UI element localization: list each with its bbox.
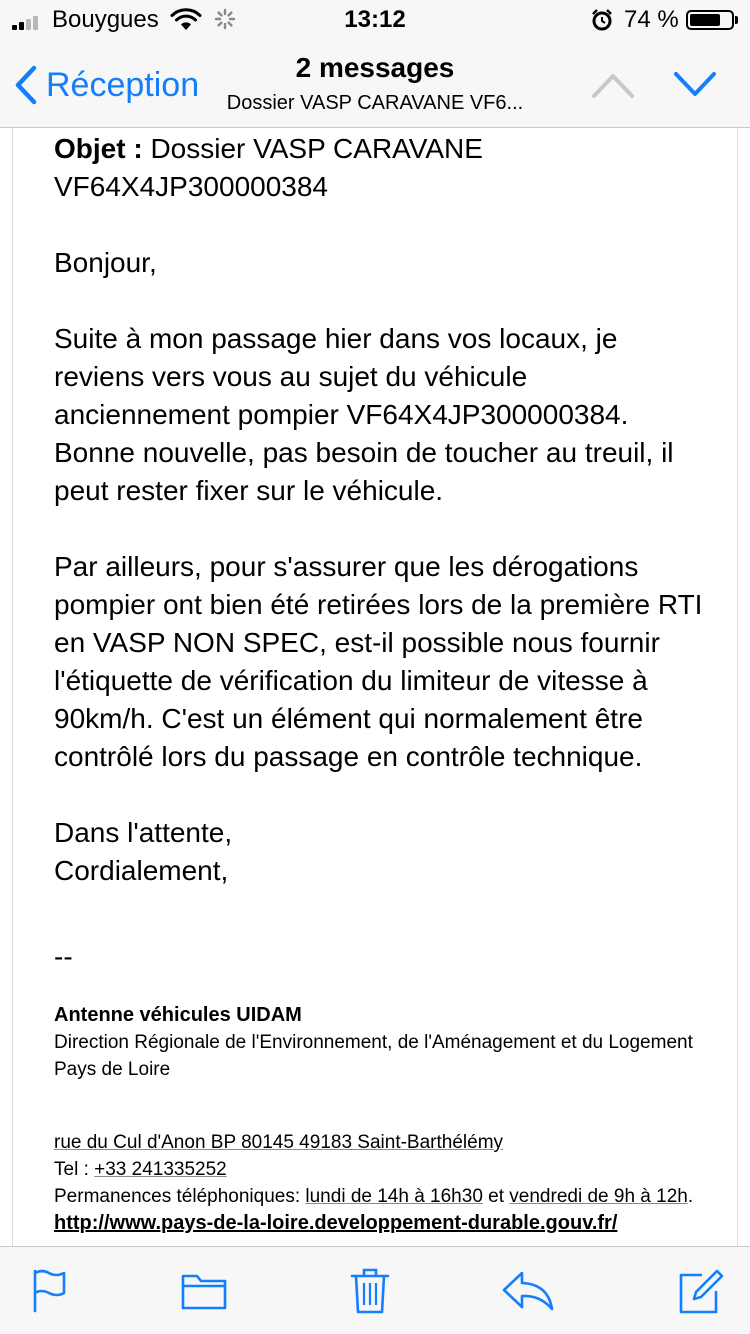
status-bar [0,0,750,40]
email-closing-1: Dans l'attente, [54,817,233,848]
battery-icon [686,10,734,30]
phone-link[interactable]: +33 241335252 [94,1159,227,1180]
signature-name: Antenne véhicules UIDAM [54,1004,302,1026]
back-label: Réception [46,65,200,104]
carrier-name: Bouygues [52,6,159,33]
subject-label: Objet : [54,133,143,164]
next-message-chevron-down-icon[interactable] [672,64,718,104]
permanences-label: Permanences téléphoniques: [54,1186,306,1207]
battery-percentage: 74 % [624,6,679,33]
navigation-bar [0,40,750,128]
message-body-view[interactable] [0,128,750,1246]
email-body [54,130,704,1237]
reply-icon[interactable] [500,1267,556,1313]
signature-address-link[interactable]: rue du Cul d'Anon BP 80145 49183 Saint-Barthélémy [54,1132,504,1153]
subject-value: Dossier VASP CARAVANE VF64X4JP300000384 [54,133,483,202]
signature-organization: Direction Régionale de l'Environnement, de l'Aménagement et du Logement Pays de Loire [54,1032,693,1080]
trash-icon[interactable] [350,1267,390,1315]
clock-time: 13:12 [344,6,406,33]
content-edge-right [737,128,738,1246]
tel-label: Tel : [54,1159,95,1180]
bottom-toolbar [0,1246,750,1334]
alarm-clock-icon [590,8,614,32]
email-closing-2: Cordialement, [54,855,229,886]
back-button[interactable] [14,62,199,108]
page-title: 2 messages [295,52,455,83]
chevron-left-icon [14,65,38,105]
signature-separator: -- [54,941,73,972]
permanences-end: . [687,1186,694,1207]
folder-icon[interactable] [180,1267,228,1313]
content-edge-left [12,128,13,1246]
compose-icon[interactable] [678,1267,724,1315]
permanence-monday-link[interactable]: lundi de 14h à 16h30 [305,1186,483,1207]
email-signature [54,1002,704,1237]
permanences-and: et [482,1186,510,1207]
battery-level-fill [690,14,720,26]
page-subtitle: Dossier VASP CARAVANE VF6... [226,92,524,114]
email-greeting: Bonjour, [54,247,157,278]
battery-tip [735,16,738,24]
website-link[interactable]: http://www.pays-de-la-loire.developpement-durable.gouv.fr/ [54,1212,618,1234]
previous-message-chevron-up-icon[interactable] [590,64,636,104]
permanence-friday-link[interactable]: vendredi de 9h à 12h [509,1186,688,1207]
email-subject [54,130,704,206]
email-paragraph-2: Par ailleurs, pour s'assurer que les dérogations pompier ont bien été retirées lors de la première RTI en VASP NON SPEC, est-il possible nous fournir l'étiquette de vérification du limiteur de vitesse à 90km/h. C'est un élément qui normalement être contrôlé lors du passage en contrôle technique. [54,551,703,772]
flag-icon[interactable] [30,1267,70,1313]
email-paragraph-1: Suite à mon passage hier dans vos locaux, je reviens vers vous au sujet du véhicule anciennement pompier VF64X4JP300000384. Bonne nouvelle, pas besoin de toucher au treuil, il peut rester fixer sur le véhicule. [54,323,674,506]
